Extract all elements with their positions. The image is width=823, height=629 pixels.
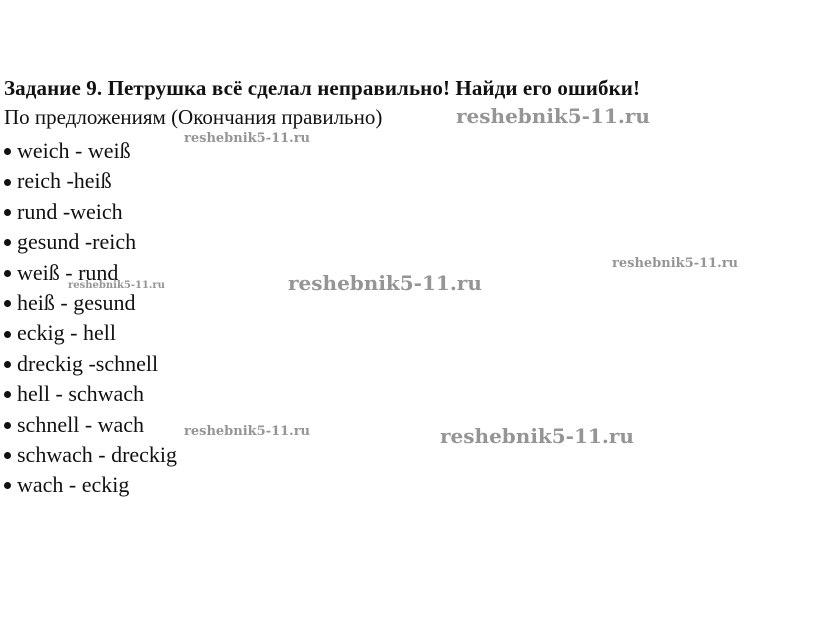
bullet-icon (4, 361, 11, 368)
watermark: reshebnik5-11.ru (68, 280, 165, 291)
list-item-text: reich -heiß (17, 168, 112, 194)
bullet-icon (4, 452, 11, 459)
list-item (4, 318, 177, 348)
list-item (4, 440, 177, 470)
word-pairs-list (4, 136, 177, 501)
list-item-text: weich - weiß (17, 138, 131, 163)
list-item (4, 166, 177, 196)
watermark: reshebnik5-11.ru (456, 104, 650, 128)
watermark: reshebnik5-11.ru (612, 256, 739, 271)
list-item-text: rund -weich (17, 198, 123, 224)
list-item (4, 349, 177, 379)
watermark: reshebnik5-11.ru (440, 424, 634, 448)
list-item-text: dreckig -schnell (17, 350, 159, 376)
bullet-icon (4, 148, 11, 155)
bullet-icon (4, 422, 11, 429)
bullet-icon (4, 391, 11, 398)
list-item-text: heiß - gesund (17, 289, 136, 315)
bullet-icon (4, 331, 11, 338)
task-subtitle: По предложениям (Окончания правильно) (4, 105, 383, 129)
list-item (4, 410, 177, 440)
list-item-text: eckig - hell (17, 320, 116, 346)
bullet-icon (4, 270, 11, 277)
list-item (4, 197, 177, 227)
bullet-icon (4, 239, 11, 246)
task-title: Задание 9. Петрушка всё сделал неправильно! Найди его ошибки! (4, 76, 641, 100)
list-item (4, 470, 177, 500)
bullet-icon (4, 300, 11, 307)
list-item-text: schwach - dreckig (17, 441, 178, 467)
bullet-icon (4, 179, 11, 186)
list-item (4, 136, 177, 166)
watermark: reshebnik5-11.ru (184, 131, 311, 146)
list-item-text: schnell - wach (17, 411, 145, 437)
list-item-text: wach - eckig (17, 472, 130, 498)
bullet-icon (4, 209, 11, 216)
bullet-icon (4, 482, 11, 489)
list-item-text: hell - schwach (17, 381, 145, 407)
list-item (4, 227, 177, 257)
list-item-text: weiß - rund (17, 259, 119, 285)
list-item (4, 288, 177, 318)
list-item (4, 379, 177, 409)
list-item-text: gesund -reich (17, 229, 137, 255)
watermark: reshebnik5-11.ru (184, 424, 311, 439)
watermark: reshebnik5-11.ru (288, 271, 482, 295)
